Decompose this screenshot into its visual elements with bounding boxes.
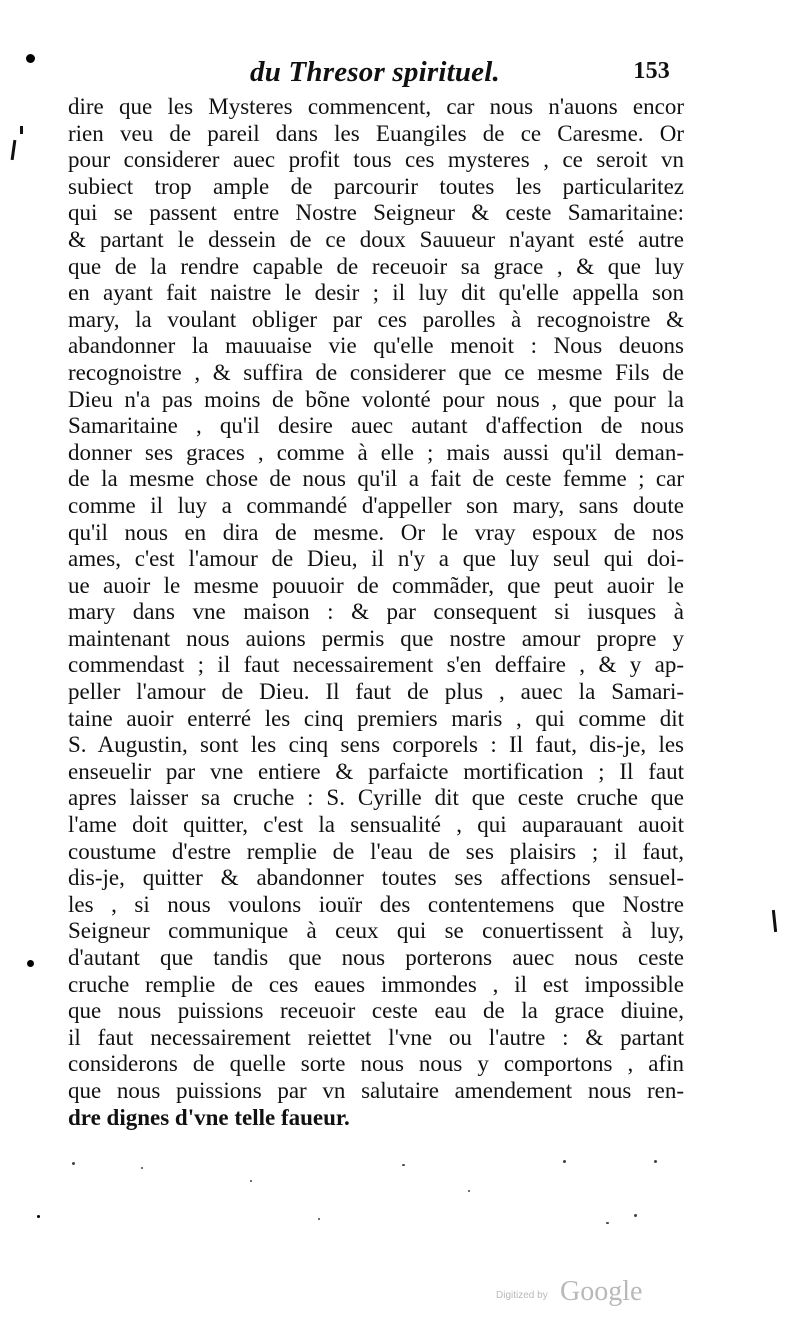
margin-dot-lower: [37, 1215, 40, 1218]
text-line: cruche remplie de ces eaues immondes , il est impossible: [68, 971, 684, 997]
google-logo: Google: [560, 1276, 643, 1307]
ink-speck: [402, 1164, 405, 1166]
text-line: enseuelir par vne entiere & parfaicte mortification ; Il faut: [68, 758, 684, 784]
text-line: subiect trop ample de parcourir toutes les particularitez: [68, 173, 684, 199]
text-line: Seigneur communique à ceux qui se conuertissent à luy,: [68, 918, 684, 944]
text-line: l'ame doit quitter, c'est la sensualité , qui auparauant auoit: [68, 812, 684, 838]
text-line: dis-je, quitter & abandonner toutes ses affections sensuel-: [68, 865, 684, 891]
text-line: dre dignes d'vne telle faueur.: [68, 1104, 350, 1130]
text-line: en ayant fait naistre le desir ; il luy dit qu'elle appella son: [68, 280, 684, 306]
text-line: qu'il nous en dira de mesme. Or le vray espoux de nos: [68, 519, 684, 545]
text-line: mary dans vne maison : & par consequent si iusques à: [68, 599, 684, 625]
digitized-by-google-watermark: [496, 1276, 676, 1312]
text-line: les , si nous voulons iouïr des contentemens que Nostre: [68, 891, 684, 917]
ink-speck: [250, 1180, 252, 1182]
right-margin-stroke: [772, 910, 777, 932]
margin-dot-bottom: [27, 960, 34, 967]
text-line: abandonner la mauuaise vie qu'elle menoit : Nous deuons: [68, 333, 684, 359]
text-line: dire que les Mysteres commencent, car nous n'auons encor: [68, 94, 684, 119]
text-line: & partant le dessein de ce doux Sauueur n'ayant esté autre: [68, 226, 684, 252]
margin-tick: [20, 126, 23, 134]
text-line: il faut necessairement reiettet l'vne ou l'autre : & partant: [68, 1024, 684, 1050]
running-title: du Thresor spirituel.: [250, 56, 500, 88]
margin-stroke: [11, 140, 17, 160]
ink-speck: [468, 1190, 470, 1192]
text-line: commendast ; il faut necessairement s'en deffaire , & y ap-: [68, 652, 684, 678]
text-line: maintenant nous auions permis que nostre amour propre y: [68, 625, 684, 651]
page-number: 153: [633, 58, 670, 84]
ink-speck: [563, 1160, 566, 1163]
text-line: Samaritaine , qu'il desire auec autant d'affection de nous: [68, 413, 684, 439]
text-line: que nous puissions par vn salutaire amendement nous ren-: [68, 1077, 684, 1103]
ink-speck: [141, 1167, 143, 1169]
text-line: de la mesme chose de nous qu'il a fait de ceste femme ; car: [68, 466, 684, 492]
body-text: [68, 94, 684, 1131]
text-line: que nous puissions receuoir ceste eau de la grace diuine,: [68, 998, 684, 1024]
text-line: peller l'amour de Dieu. Il faut de plus , auec la Samari-: [68, 679, 684, 705]
ink-speck: [634, 1214, 637, 1217]
ink-speck: [318, 1218, 320, 1220]
text-line: Dieu n'a pas moins de bõne volonté pour nous , que pour la: [68, 386, 684, 412]
text-line: que de la rendre capable de receuoir sa grace , & que luy: [68, 253, 684, 279]
text-line: S. Augustin, sont les cinq sens corporels : Il faut, dis-je, les: [68, 732, 684, 758]
ink-speck: [72, 1162, 75, 1165]
text-line: comme il luy a commandé d'appeller son mary, sans doute: [68, 492, 684, 518]
text-line: apres laisser sa cruche : S. Cyrille dit que ceste cruche que: [68, 785, 684, 811]
ink-speck: [654, 1160, 657, 1163]
text-line: coustume d'estre remplie de l'eau de ses plaisirs ; il faut,: [68, 838, 684, 864]
text-line: recognoistre , & suffira de considerer que ce mesme Fils de: [68, 359, 684, 385]
text-line: ames, c'est l'amour de Dieu, il n'y a que luy seul qui doi-: [68, 546, 684, 572]
text-line: considerons de quelle sorte nous nous y comportons , afin: [68, 1051, 684, 1077]
text-line: pour considerer auec profit tous ces mysteres , ce seroit vn: [68, 147, 684, 173]
ink-speck: [606, 1222, 609, 1224]
running-header: [250, 56, 670, 96]
text-line: mary, la voulant obliger par ces parolles à recognoistre &: [68, 306, 684, 332]
watermark-prefix: Digitized by: [496, 1290, 548, 1301]
text-line: ue auoir le mesme pouuoir de commãder, que peut auoir le: [68, 572, 684, 598]
text-line: d'autant que tandis que nous porterons auec nous ceste: [68, 945, 684, 970]
margin-dot-top: [26, 54, 35, 63]
text-line: donner ses graces , comme à elle ; mais aussi qu'il deman-: [68, 439, 684, 465]
text-line: taine auoir enterré les cinq premiers maris , qui comme dit: [68, 705, 684, 731]
text-line: rien veu de pareil dans les Euangiles de ce Caresme. Or: [68, 120, 684, 146]
text-line: qui se passent entre Nostre Seigneur & ceste Samaritaine:: [68, 200, 684, 226]
